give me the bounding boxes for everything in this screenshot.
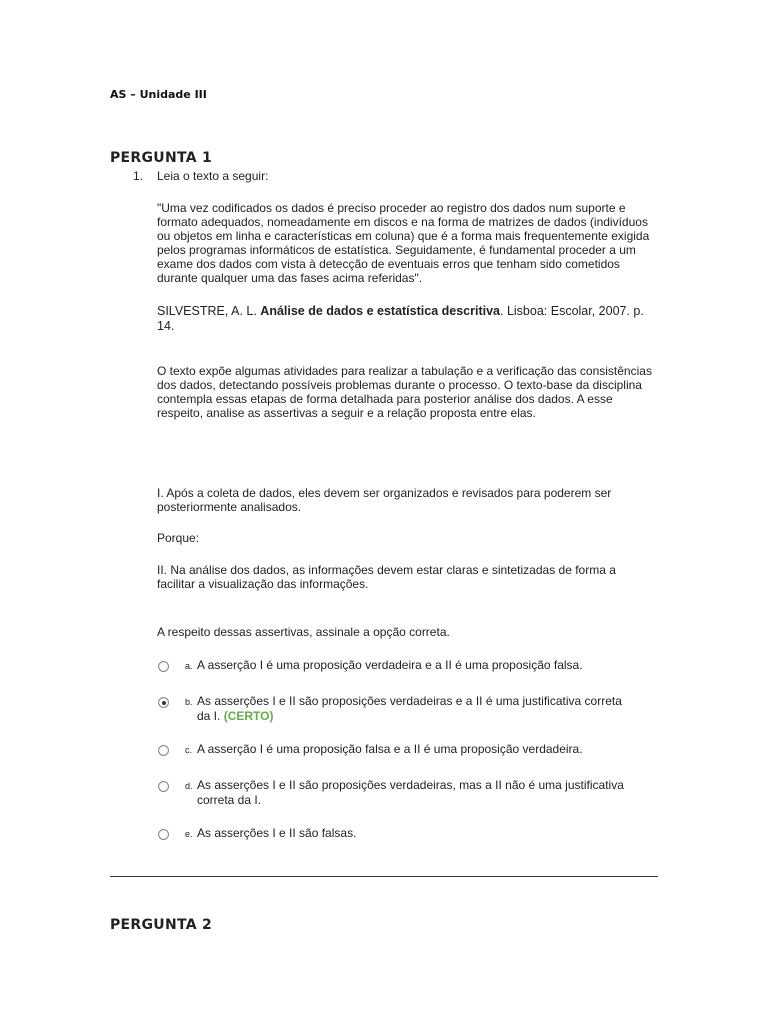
option-d-text-line1: As asserções I e II são proposições verdadeiras, mas a II não é uma justificativa — [197, 778, 624, 792]
quote-text: "Uma vez codificados os dados é preciso proceder ao registro dos dados num suporte e formato adequados, nomeadamente em discos e na forma de matrizes de dados (indivíduos ou objetos em linha e características em coluna) que é a forma mais frequentemente exigida pelos programas informáticos de estatística. Seguidamente, é fundamental proceder a um exame dos dados com vista à detecção de eventuais erros que tenham sido cometidos durante qualquer uma das fases acima referidas". — [157, 201, 650, 285]
connector-text: Porque: — [157, 531, 200, 545]
citation-author: SILVESTRE, A. L. — [157, 304, 257, 318]
option-c-letter: c. — [185, 745, 193, 755]
option-b[interactable] — [185, 694, 655, 723]
citation-title: Análise de dados e estatística descritiva — [260, 304, 500, 318]
option-a-radio[interactable] — [158, 661, 169, 672]
instruction-text: A respeito dessas assertivas, assinale a opção correta. — [157, 625, 450, 639]
option-e-letter: e. — [185, 829, 193, 839]
option-e[interactable] — [185, 826, 655, 841]
citation — [157, 304, 657, 334]
option-a-text: A asserção I é uma proposição verdadeira e a II é uma proposição falsa. — [197, 658, 583, 672]
option-c[interactable] — [185, 742, 655, 757]
assertion-1: I. Após a coleta de dados, eles devem ser organizados e revisados para poderem ser posteriormente analisados. — [157, 486, 612, 514]
section-divider — [110, 876, 658, 877]
option-c-text: A asserção I é uma proposição falsa e a II é uma proposição verdadeira. — [197, 742, 583, 756]
option-e-radio[interactable] — [158, 829, 169, 840]
option-e-text: As asserções I e II são falsas. — [197, 826, 357, 840]
option-d-radio[interactable] — [158, 781, 169, 792]
option-b-text-line2: da I. — [197, 709, 221, 723]
option-a[interactable] — [185, 658, 655, 673]
document-header: AS – Unidade III — [110, 88, 207, 101]
option-d-text-line2: correta da I. — [197, 793, 262, 807]
citation-rest: . Lisboa: Escolar, 2007. p. 14. — [157, 304, 644, 333]
question-2-title: PERGUNTA 2 — [110, 917, 213, 933]
question-1-title: PERGUNTA 1 — [110, 150, 213, 166]
question-intro: Leia o texto a seguir: — [157, 169, 269, 183]
option-a-letter: a. — [185, 661, 193, 671]
option-b-letter: b. — [185, 697, 193, 707]
assertion-2: II. Na análise dos dados, as informações devem estar claras e sintetizadas de forma a facilitar a visualização das informações. — [157, 563, 616, 591]
question-number: 1. — [133, 169, 144, 183]
option-b-radio[interactable] — [158, 697, 169, 708]
correct-mark: (CERTO) — [223, 709, 274, 723]
option-b-text-line1: As asserções I e II são proposições verdadeiras e a II é uma justificativa correta — [197, 694, 622, 708]
option-d[interactable] — [185, 778, 655, 807]
context-text: O texto expõe algumas atividades para realizar a tabulação e a verificação das consistências dos dados, detectando possíveis problemas durante o processo. O texto-base da disciplina contempla essas etapas de forma detalhada para posterior análise dos dados. A esse respeito, analise as assertivas a seguir e a relação proposta entre elas. — [157, 364, 652, 420]
option-c-radio[interactable] — [158, 745, 169, 756]
option-d-letter: d. — [185, 781, 193, 791]
